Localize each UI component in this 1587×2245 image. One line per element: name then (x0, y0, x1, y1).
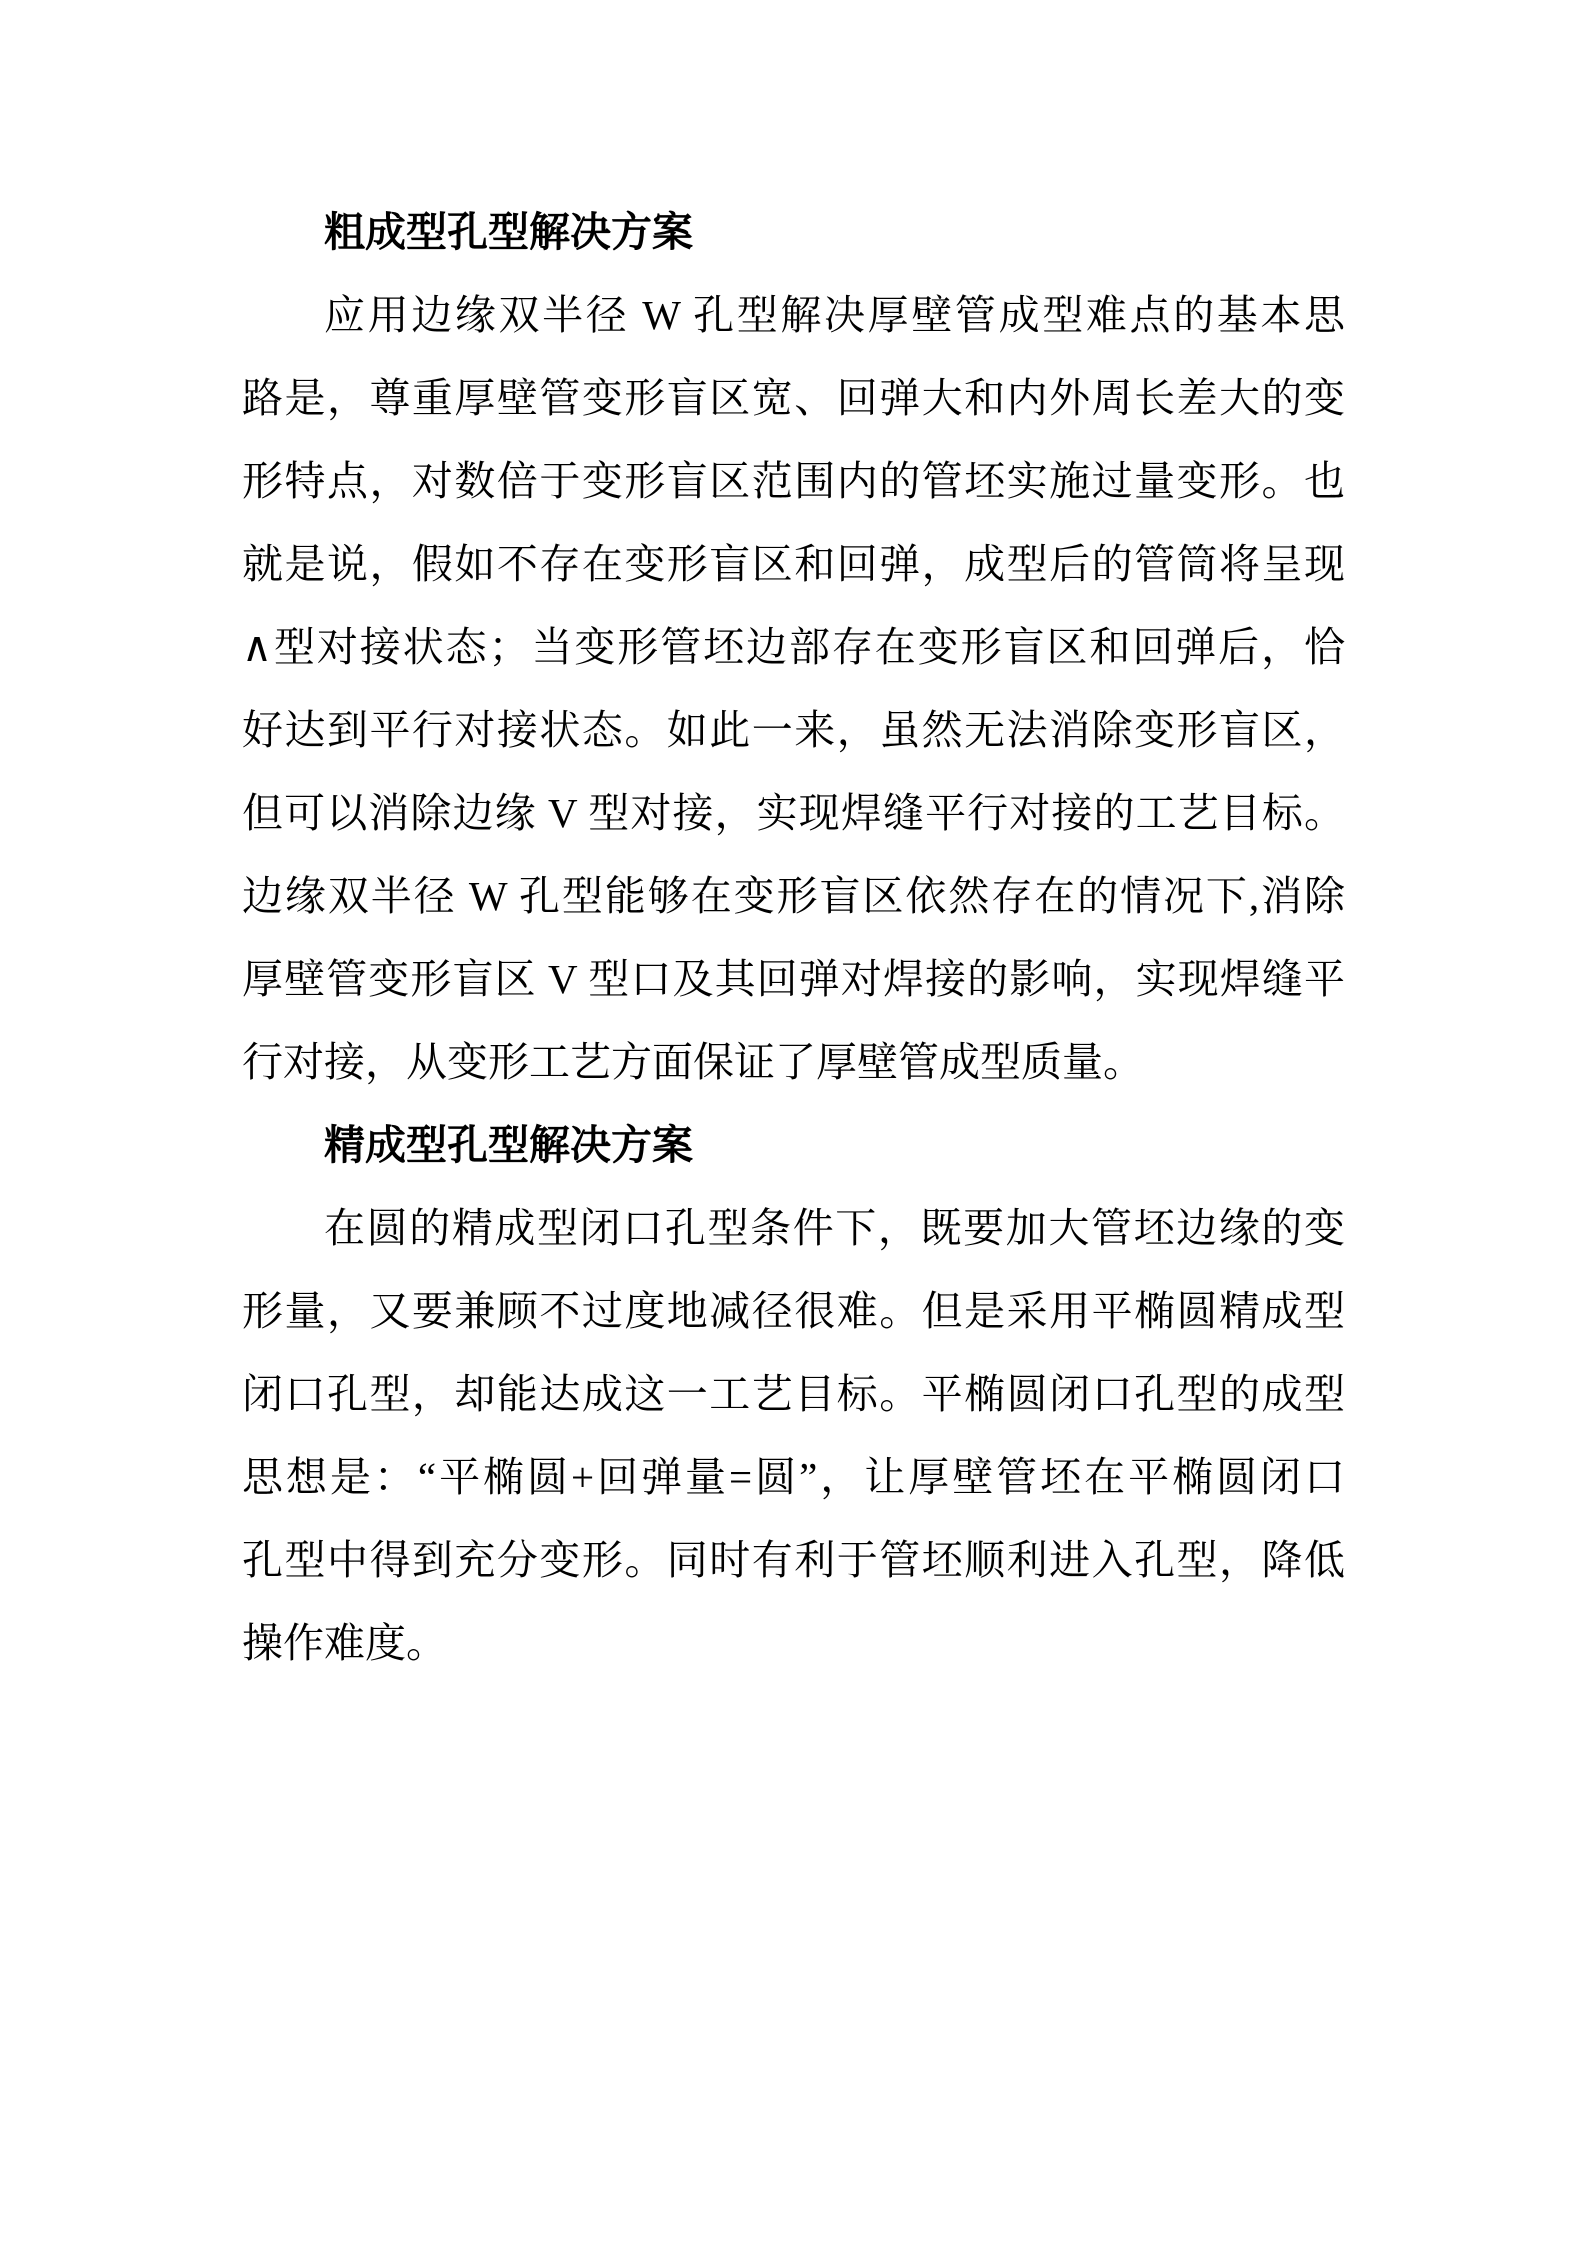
text-line: 闭口孔型，却能达成这一工艺目标。平椭圆闭口孔型的成型 (242, 1371, 1345, 1417)
text-line: 应用边缘双半径 W 孔型解决厚壁管成型难点的基本思 (324, 292, 1345, 338)
section-heading: 粗成型孔型解决方案 (324, 209, 693, 255)
text-line: 边缘双半径 W 孔型能够在变形盲区依然存在的情况下,消除 (242, 873, 1345, 919)
text-line: 好达到平行对接状态。如此一来，虽然无法消除变形盲区， (242, 707, 1345, 753)
text-line: 形特点，对数倍于变形盲区范围内的管坯实施过量变形。也 (242, 458, 1345, 504)
text-line: ∧型对接状态；当变形管坯边部存在变形盲区和回弹后，恰 (242, 624, 1345, 670)
text-line: 在圆的精成型闭口孔型条件下，既要加大管坯边缘的变 (324, 1205, 1345, 1251)
text-line: 路是，尊重厚壁管变形盲区宽、回弹大和内外周长差大的变 (242, 375, 1345, 421)
text-line: 思想是：“平椭圆+回弹量=圆”，让厚壁管坯在平椭圆闭口 (242, 1454, 1345, 1500)
text-line: 孔型中得到充分变形。同时有利于管坯顺利进入孔型，降低 (242, 1537, 1345, 1583)
text-line: 形量，又要兼顾不过度地减径很难。但是采用平椭圆精成型 (242, 1288, 1345, 1334)
text-line: 厚壁管变形盲区 V 型口及其回弹对焊接的影响，实现焊缝平 (242, 956, 1345, 1002)
text-line: 操作难度。 (242, 1620, 447, 1666)
text-line: 就是说，假如不存在变形盲区和回弹，成型后的管筒将呈现 (242, 541, 1345, 587)
page-content (242, 191, 1345, 1685)
text-line: 但可以消除边缘 V 型对接，实现焊缝平行对接的工艺目标。 (242, 790, 1345, 836)
text-line: 行对接，从变形工艺方面保证了厚壁管成型质量。 (242, 1039, 1144, 1085)
section-heading: 精成型孔型解决方案 (324, 1122, 693, 1168)
